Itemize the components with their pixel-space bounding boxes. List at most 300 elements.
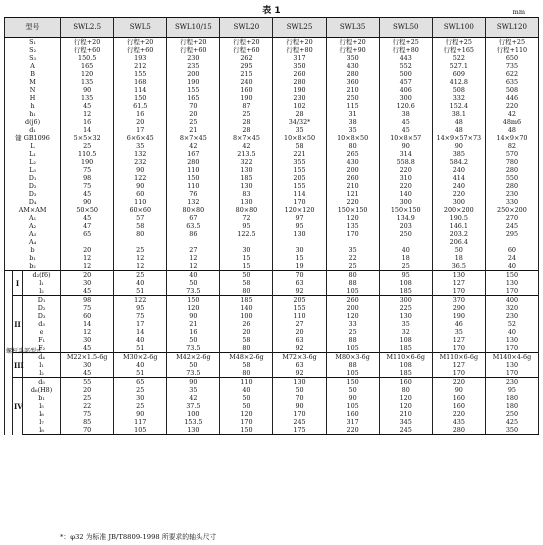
value-cell: 38.1 [432, 110, 485, 118]
value-cell: 36.5 [432, 262, 485, 271]
value-cell: 75 [61, 410, 114, 418]
row-label: D₂ [5, 182, 61, 190]
row-label: e [23, 328, 61, 336]
value-cell: 215 [220, 70, 273, 78]
value-cell: 350 [485, 426, 538, 435]
value-cell: 230 [485, 190, 538, 198]
value-cell: 190 [273, 86, 326, 94]
value-cell: 110 [114, 198, 167, 206]
value-cell: 121 [326, 190, 379, 198]
value-cell: 75 [61, 182, 114, 190]
row-label: F₁ [23, 336, 61, 344]
value-cell: 25 [61, 394, 114, 402]
value-cell: 210 [379, 410, 432, 418]
table-row [5, 296, 539, 305]
table-title: 表 1 [262, 6, 281, 16]
value-cell: 51 [114, 344, 167, 353]
value-cell: 165 [167, 94, 220, 102]
value-cell: 105 [326, 287, 379, 296]
value-cell: 27 [167, 246, 220, 254]
value-cell: 170 [432, 287, 485, 296]
value-cell: 88 [326, 279, 379, 287]
value-cell: 150 [326, 378, 379, 387]
row-label: M [5, 78, 61, 86]
value-cell: 65 [61, 230, 114, 238]
section-numeral: IV [13, 378, 23, 435]
table-row [5, 386, 539, 394]
table-row [5, 287, 539, 296]
value-cell: 25 [114, 386, 167, 394]
value-cell: 95 [485, 386, 538, 394]
value-cell: 425 [485, 418, 538, 426]
value-cell: 150 [485, 271, 538, 280]
value-cell: 527.1 [432, 62, 485, 70]
value-cell: 45 [61, 190, 114, 198]
value-cell: 90 [326, 394, 379, 402]
value-cell: 360 [326, 78, 379, 86]
value-cell: 14 [61, 126, 114, 134]
value-cell: 155 [114, 70, 167, 78]
value-cell: 622 [485, 70, 538, 78]
value-cell: 150 [220, 426, 273, 435]
value-cell: 42 [167, 142, 220, 150]
value-cell: 108 [379, 336, 432, 344]
value-cell [220, 238, 273, 246]
table-row [5, 361, 539, 369]
value-cell: 108 [379, 279, 432, 287]
value-cell: 160 [326, 410, 379, 418]
value-cell: 18 [432, 254, 485, 262]
value-cell: M22×1.5-6g [61, 353, 114, 362]
value-cell: 90 [167, 312, 220, 320]
value-cell: 185 [220, 296, 273, 305]
row-label: b [5, 246, 61, 254]
row-label: A₄ [5, 238, 61, 246]
value-cell: 300 [432, 198, 485, 206]
value-cell: 270 [485, 214, 538, 222]
table-row [5, 222, 539, 230]
value-cell: 250 [326, 94, 379, 102]
value-cell: 33 [326, 320, 379, 328]
value-cell: 435 [432, 418, 485, 426]
value-cell: 15 [273, 254, 326, 262]
value-cell: 90 [114, 410, 167, 418]
value-cell: 225 [379, 304, 432, 312]
value-cell: 150 [114, 94, 167, 102]
value-cell: 58 [220, 361, 273, 369]
value-cell: 220 [432, 410, 485, 418]
value-cell: 行程+20 [326, 38, 379, 47]
value-cell: 350 [273, 62, 326, 70]
value-cell: 95 [273, 222, 326, 230]
value-cell: 97 [273, 214, 326, 222]
value-cell: 90 [432, 142, 485, 150]
value-cell: 42 [220, 142, 273, 150]
table-row [5, 246, 539, 254]
value-cell: 35 [114, 142, 167, 150]
model-header: SWL2.5 [61, 18, 114, 38]
value-cell: 135 [61, 78, 114, 86]
table-row [5, 118, 539, 126]
value-cell: 40 [220, 386, 273, 394]
value-cell: 90 [379, 142, 432, 150]
header-row [5, 18, 539, 38]
value-cell: 14 [114, 328, 167, 336]
row-label: d(j6) [5, 118, 61, 126]
value-cell: 508 [432, 86, 485, 94]
value-cell: 73.5 [167, 344, 220, 353]
value-cell: 12 [114, 262, 167, 271]
value-cell: 行程+80 [379, 46, 432, 54]
value-cell: 行程+80 [273, 46, 326, 54]
value-cell: 221 [273, 150, 326, 158]
value-cell: 220 [326, 426, 379, 435]
value-cell: 20 [61, 386, 114, 394]
value-cell: 48 [432, 126, 485, 134]
value-cell: 25 [167, 118, 220, 126]
table-row [5, 62, 539, 70]
value-cell: 280 [432, 426, 485, 435]
value-cell: 25 [114, 402, 167, 410]
value-cell: 45 [61, 369, 114, 378]
value-cell: 120 [379, 402, 432, 410]
value-cell: 85 [61, 418, 114, 426]
value-cell: 38 [379, 110, 432, 118]
value-cell: 235 [167, 62, 220, 70]
row-label: D₂ [23, 304, 61, 312]
row-label: A [5, 62, 61, 70]
value-cell: 232 [114, 158, 167, 166]
value-cell: 280 [485, 166, 538, 174]
table-row [5, 174, 539, 182]
value-cell: 35 [273, 126, 326, 134]
value-cell: 95 [220, 222, 273, 230]
value-cell: 80 [326, 142, 379, 150]
value-cell: 80 [220, 344, 273, 353]
value-cell: 58 [220, 279, 273, 287]
value-cell: 230 [485, 378, 538, 387]
row-label: l₅ [23, 402, 61, 410]
value-cell: 205 [273, 174, 326, 182]
row-label: AM×AM [5, 206, 61, 214]
value-cell: 550 [485, 174, 538, 182]
value-cell [273, 238, 326, 246]
value-cell: 220 [432, 190, 485, 198]
value-cell: 650 [485, 54, 538, 62]
value-cell: 70 [273, 271, 326, 280]
value-cell: 130 [220, 166, 273, 174]
value-cell: 280 [485, 182, 538, 190]
value-cell: 185 [379, 369, 432, 378]
value-cell: 63 [273, 361, 326, 369]
value-cell: 120 [379, 394, 432, 402]
value-cell: M110×6-6g [432, 353, 485, 362]
value-cell: 28 [273, 110, 326, 118]
value-cell: 12 [114, 254, 167, 262]
value-cell: 114 [273, 190, 326, 198]
value-cell: 21 [167, 320, 220, 328]
value-cell: 12 [167, 262, 220, 271]
value-cell: 170 [273, 198, 326, 206]
value-cell: 90 [61, 198, 114, 206]
value-cell: 70 [61, 426, 114, 435]
row-label: l₁ [23, 279, 61, 287]
value-cell: 16 [167, 328, 220, 336]
value-cell: 行程+60 [61, 46, 114, 54]
value-cell: 457 [379, 78, 432, 86]
value-cell: 20 [61, 246, 114, 254]
value-cell: 355 [273, 158, 326, 166]
value-cell: 28 [220, 118, 273, 126]
value-cell: 210 [326, 86, 379, 94]
value-cell: 280 [326, 70, 379, 78]
row-label: b₁ [23, 394, 61, 402]
value-cell: 780 [485, 158, 538, 166]
value-cell: 635 [485, 78, 538, 86]
value-cell: 500 [379, 70, 432, 78]
value-cell: 150×150 [326, 206, 379, 214]
table-row [5, 166, 539, 174]
table-row [5, 190, 539, 198]
value-cell: 行程+60 [167, 46, 220, 54]
value-cell: 55 [61, 378, 114, 387]
value-cell: 80 [220, 369, 273, 378]
value-cell: 45 [379, 126, 432, 134]
side-label: 螺杆头部型式 [5, 271, 13, 435]
value-cell: 240 [432, 182, 485, 190]
row-label: b₁ [5, 254, 61, 262]
value-cell: 160 [379, 378, 432, 387]
value-cell [167, 238, 220, 246]
row-label: l₂ [23, 287, 61, 296]
value-cell: 105 [326, 344, 379, 353]
value-cell: 310 [379, 174, 432, 182]
value-cell: 220 [326, 198, 379, 206]
value-cell: 332 [432, 94, 485, 102]
value-cell: 609 [432, 70, 485, 78]
value-cell: 60 [114, 190, 167, 198]
value-cell: 322 [220, 158, 273, 166]
table-row [5, 70, 539, 78]
value-cell: 72 [220, 214, 273, 222]
section-numeral: III [13, 353, 23, 378]
value-cell: 14×9×57×73 [432, 134, 485, 142]
value-cell: 92 [273, 287, 326, 296]
row-label: h₁ [5, 110, 61, 118]
value-cell: 200×200 [432, 206, 485, 214]
row-label: A₁ [5, 214, 61, 222]
value-cell: 50 [220, 394, 273, 402]
value-cell: 20 [114, 118, 167, 126]
value-cell: 76 [167, 190, 220, 198]
value-cell: 345 [379, 418, 432, 426]
row-label: S₁ [5, 38, 61, 47]
value-cell: 行程+60 [220, 46, 273, 54]
value-cell: 行程+20 [114, 38, 167, 47]
table-row [5, 54, 539, 62]
value-cell: 70 [167, 102, 220, 110]
row-label: D₁ [23, 296, 61, 305]
value-cell: 127 [432, 279, 485, 287]
value-cell: 155 [273, 166, 326, 174]
value-cell: 167 [167, 150, 220, 158]
table-row [5, 214, 539, 222]
value-cell: 5×5×32 [61, 134, 114, 142]
value-cell: 50 [432, 246, 485, 254]
value-cell: 25 [220, 110, 273, 118]
value-cell: 180 [485, 402, 538, 410]
value-cell: 370 [432, 296, 485, 305]
value-cell: 130 [379, 312, 432, 320]
value-cell: 90 [114, 182, 167, 190]
value-cell: 67 [167, 214, 220, 222]
value-cell: 40 [114, 279, 167, 287]
table-row [5, 158, 539, 166]
value-cell: 60 [485, 246, 538, 254]
table-row [5, 198, 539, 206]
value-cell: 80 [379, 386, 432, 394]
value-cell: 185 [379, 344, 432, 353]
value-cell: M30×2-6g [114, 353, 167, 362]
value-cell: 30 [61, 361, 114, 369]
value-cell [326, 238, 379, 246]
value-cell: 80 [114, 230, 167, 238]
value-cell: 193 [114, 54, 167, 62]
value-cell: 170 [432, 344, 485, 353]
row-label: L [5, 142, 61, 150]
value-cell: 250 [379, 230, 432, 238]
value-cell: 58 [273, 142, 326, 150]
value-cell: 200 [326, 166, 379, 174]
row-label: d₆(H8) [23, 386, 61, 394]
table-row [5, 46, 539, 54]
value-cell: 87 [220, 102, 273, 110]
row-label: A₂ [5, 222, 61, 230]
value-cell: 220 [379, 182, 432, 190]
value-cell: 48 [485, 126, 538, 134]
value-cell: 240 [432, 166, 485, 174]
row-label: L₃ [5, 166, 61, 174]
table-row [5, 328, 539, 336]
value-cell: 295 [485, 230, 538, 238]
value-cell: 170 [485, 369, 538, 378]
row-label: L₂ [5, 158, 61, 166]
value-cell: 60 [61, 312, 114, 320]
value-cell: 63.5 [167, 222, 220, 230]
value-cell: 70 [273, 394, 326, 402]
value-cell: 14 [61, 320, 114, 328]
table-row [5, 150, 539, 158]
value-cell: 80×80 [167, 206, 220, 214]
value-cell: 20 [167, 110, 220, 118]
value-cell: 12 [61, 262, 114, 271]
value-cell: 160 [432, 402, 485, 410]
value-cell: 90 [61, 86, 114, 94]
value-cell: 22 [61, 402, 114, 410]
value-cell: 6×6×45 [114, 134, 167, 142]
value-cell: 75 [61, 166, 114, 174]
table-row [5, 353, 539, 362]
table-row [5, 230, 539, 238]
value-cell: 12 [61, 110, 114, 118]
table-row [5, 426, 539, 435]
value-cell: 63 [273, 279, 326, 287]
row-label: D₃ [5, 190, 61, 198]
value-cell: 行程+165 [432, 46, 485, 54]
value-cell: 15 [220, 262, 273, 271]
row-label: D₃ [23, 312, 61, 320]
model-header: SWL20 [220, 18, 273, 38]
table-row [5, 336, 539, 344]
row-label: D₄ [5, 198, 61, 206]
value-cell: 443 [379, 54, 432, 62]
value-cell: 48 [432, 118, 485, 126]
value-cell: 行程+25 [485, 38, 538, 47]
section-numeral: II [13, 296, 23, 353]
value-cell: 58 [114, 222, 167, 230]
table-row [5, 279, 539, 287]
unit-label: mm [512, 8, 525, 16]
value-cell: 110.5 [61, 150, 114, 158]
value-cell: 127 [432, 361, 485, 369]
value-cell: 14×9×70 [485, 134, 538, 142]
value-cell: 25 [114, 246, 167, 254]
value-cell: 88 [326, 361, 379, 369]
value-cell: 行程+110 [485, 46, 538, 54]
table-row [5, 312, 539, 320]
row-label: l₆ [23, 410, 61, 418]
value-cell: 100 [220, 312, 273, 320]
value-cell: 250×200 [485, 206, 538, 214]
table-row [5, 238, 539, 246]
value-cell: 80 [326, 271, 379, 280]
value-cell: M140×4-6g [485, 353, 538, 362]
row-label: S₃ [5, 54, 61, 62]
value-cell: 92 [273, 344, 326, 353]
value-cell: 45 [379, 118, 432, 126]
value-cell: 32 [379, 328, 432, 336]
value-cell: 50 [167, 336, 220, 344]
value-cell: 522 [432, 54, 485, 62]
value-cell: 45 [61, 287, 114, 296]
row-label: l₂ [23, 369, 61, 378]
table-row [5, 78, 539, 86]
value-cell: 50 [167, 279, 220, 287]
value-cell: 240 [220, 78, 273, 86]
value-cell: 122 [114, 174, 167, 182]
row-label: F₂ [23, 344, 61, 353]
model-header: SWL25 [273, 18, 326, 38]
value-cell: 230 [273, 94, 326, 102]
value-cell: 行程+25 [379, 38, 432, 47]
value-cell: 35 [432, 328, 485, 336]
value-cell: 90 [167, 378, 220, 387]
value-cell: 20 [220, 328, 273, 336]
value-cell: 152.4 [432, 102, 485, 110]
value-cell: 40 [114, 361, 167, 369]
value-cell: 245 [485, 222, 538, 230]
value-cell: 42 [167, 394, 220, 402]
value-cell: 330 [485, 198, 538, 206]
value-cell: 175 [273, 426, 326, 435]
value-cell: M72×3-6g [273, 353, 326, 362]
value-cell: 100 [167, 410, 220, 418]
footnote: *：φ32 为标准 JB/T8809-1998 所要求的轴头尺寸 [60, 533, 217, 541]
value-cell: 203 [379, 222, 432, 230]
value-cell: M80×3-6g [326, 353, 379, 362]
value-cell: 130 [220, 182, 273, 190]
value-cell: 320 [485, 304, 538, 312]
